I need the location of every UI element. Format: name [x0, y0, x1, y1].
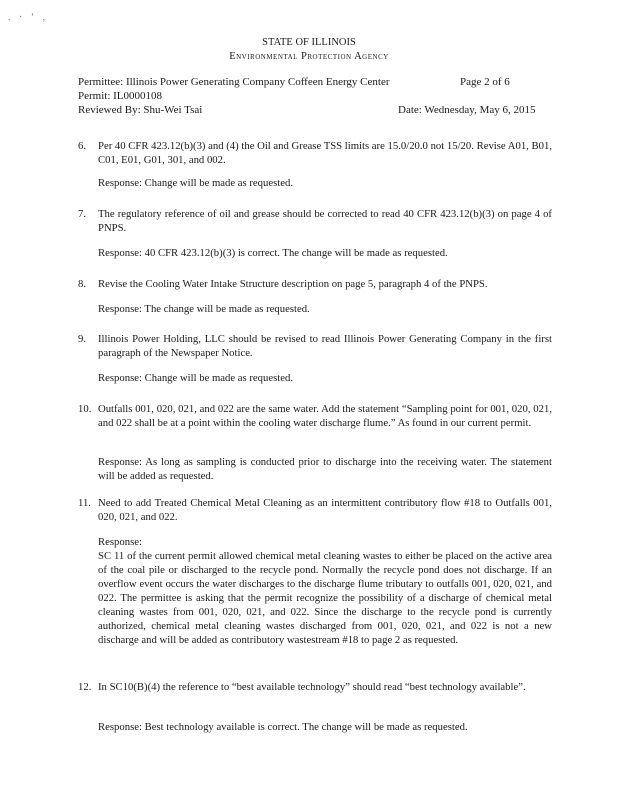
scan-specks: . · ‘ , [8, 12, 49, 23]
item-response: Response: Best technology available is correct. The change will be made as requested. [98, 721, 468, 733]
item-text: In SC10(B)(4) the reference to “best available technology” should read “best technology available”. [98, 681, 526, 693]
comment-item [78, 402, 552, 430]
comment-item [78, 277, 552, 291]
item-number: 6. [78, 140, 87, 152]
reviewed-by: Reviewed By: Shu-Wei Tsai [78, 104, 203, 116]
item-number: 7. [78, 208, 87, 220]
item-number: 9. [78, 333, 87, 345]
item-response: Response: Change will be made as requested. [98, 177, 293, 189]
item-text: Need to add Treated Chemical Metal Cleaning as an intermittent contributory flow #18 to Outfalls 001, 020, 021, and 022. [98, 497, 552, 523]
item-text: Outfalls 001, 020, 021, and 022 are the same water. Add the statement “Sampling point for 001, 020, 021, and 022 shall be at a point within the cooling water discharge flume.” As found in our current permit. [98, 403, 552, 429]
comment-item [78, 207, 552, 235]
page-number: Page 2 of 6 [460, 76, 510, 88]
comment-item [78, 332, 552, 360]
item-text: The regulatory reference of oil and grease should be corrected to read 40 CFR 423.12(b)(3) on page 4 of PNPS. [98, 208, 552, 234]
item-response: Response: The change will be made as requested. [98, 303, 310, 315]
item-number: 10. [78, 403, 92, 415]
item-response: Response: 40 CFR 423.12(b)(3) is correct. The change will be made as requested. [98, 247, 448, 259]
item-number: 8. [78, 278, 87, 290]
item-response: SC 11 of the current permit allowed chemical metal cleaning wastes to either be placed on the active area of the coal pile or discharged to the recycle pond. Normally the recycle pond does not discharge. If an overflow event occurs the water discharges to the discharge flume tributary to outfalls 001, 020, 021, and 022. The permittee is asking that the permit recognize the possibility of a discharge of chemical metal cleaning wastes from 001, 020, 021, and 022. Since the discharge to the recycle pond is currently authorized, chemical metal cleaning wastes discharged from 001, 020, 021, and 022 is not a new discharge and will be added as contributory wastestream #18 to page 2 as requested. [98, 550, 552, 646]
header-state: STATE OF ILLINOIS [262, 37, 356, 48]
item-response-label: Response: [98, 536, 142, 548]
item-text: Revise the Cooling Water Intake Structure description on page 5, paragraph 4 of the PNPS. [98, 278, 488, 290]
comment-item [78, 496, 552, 524]
comment-item [78, 680, 552, 694]
permittee-line: Permittee: Illinois Power Generating Company Coffeen Energy Center [78, 76, 390, 88]
permit-number: Permit: IL0000108 [78, 90, 163, 102]
item-response: Response: Change will be made as requested. [98, 372, 293, 384]
item-number: 11. [78, 497, 91, 509]
item-text: Per 40 CFR 423.12(b)(3) and (4) the Oil and Grease TSS limits are 15.0/20.0 not 15/20. Revise A01, B01, C01, E01, G01, 301, and 002. [98, 140, 552, 166]
item-number: 12. [78, 681, 92, 693]
item-text: Illinois Power Holding, LLC should be revised to read Illinois Power Generating Company in the first paragraph of the Newspaper Notice. [98, 333, 552, 359]
item-response: Response: As long as sampling is conducted prior to discharge into the receiving water. The statement will be added as requested. [98, 456, 552, 482]
comment-item [78, 139, 552, 167]
header-agency: Environmental Protection Agency [229, 51, 389, 62]
review-date: Date: Wednesday, May 6, 2015 [398, 104, 536, 116]
